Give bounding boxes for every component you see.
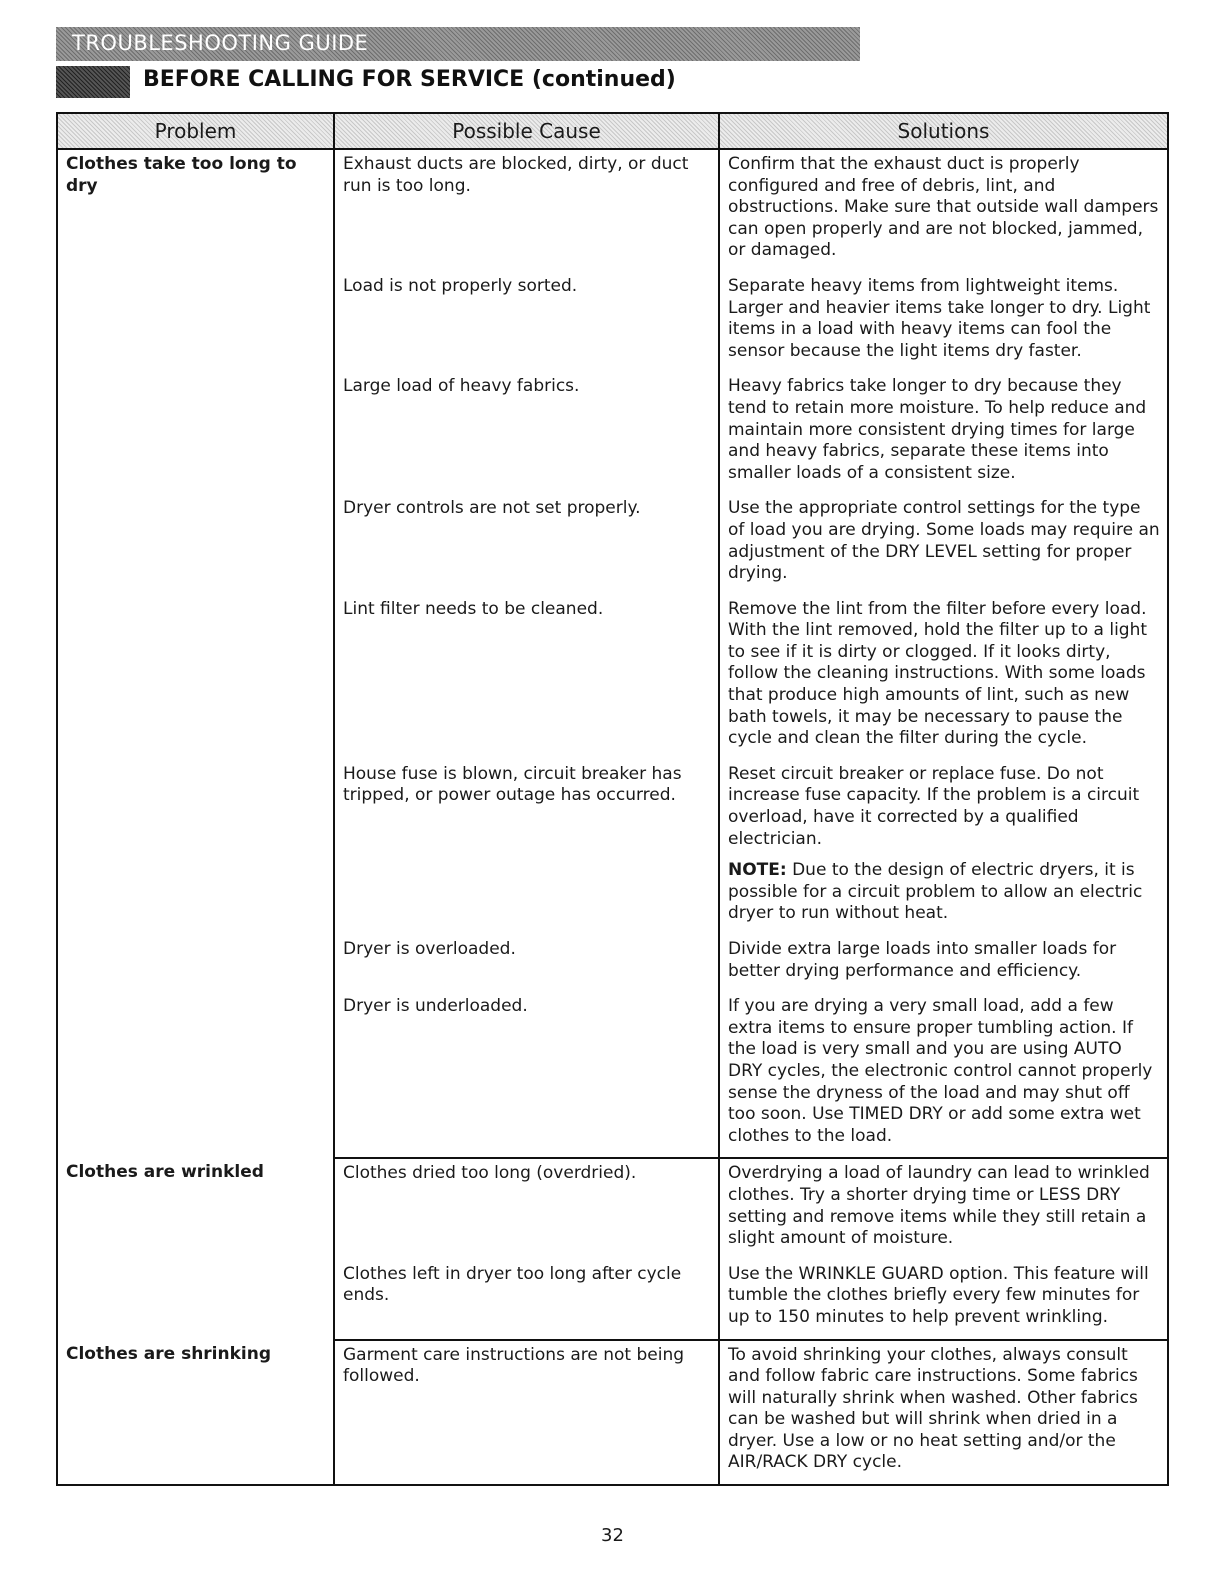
solution-cell [719,935,1168,992]
cause-cell [334,272,719,372]
cause-text: Dryer is overloaded. [343,939,516,959]
solution-text: Divide extra large loads into smaller loads for better drying performance and efficiency. [728,939,1117,981]
cause-cell [334,595,719,760]
solution-cell [719,992,1168,1158]
cause-text: Exhaust ducts are blocked, dirty, or duct run is too long. [343,154,689,196]
table-body [57,149,1168,1485]
cause-text: House fuse is blown, circuit breaker has tripped, or power outage has occurred. [343,763,682,806]
cause-cell [334,992,719,1158]
table-row [57,1158,1168,1259]
column-header-solutions: Solutions [719,113,1168,149]
cause-cell [334,760,719,935]
problem-cell: Clothes are wrinkled [57,1158,334,1339]
troubleshooting-table [56,112,1169,1486]
table-header-row [57,113,1168,149]
cause-cell [334,372,719,494]
solution-cell [719,760,1168,935]
solution-cell [719,1260,1168,1340]
solution-cell [719,494,1168,594]
column-header-problem: Problem [57,113,334,149]
solution-text: Remove the lint from the filter before every load. With the lint removed, hold the filter up to a light to see if it is dirty or clogged. If it looks dirty, follow the cleaning instructions. With some loads that produce high amounts of lint, such as new bath towels, it may be necessary to pause the cycle and clean the filter during the cycle. [728,598,1148,749]
page-number: 32 [601,1525,624,1546]
cause-text: Dryer controls are not set properly. [343,498,641,519]
note-label: NOTE: [728,860,787,881]
cause-cell [334,935,719,992]
solution-text: If you are drying a very small load, add a few extra items to ensure proper tumbling action. If the load is very small and you are using AUTO DRY cycles, the electronic control cannot properly sense the dryness of the load and may shut off too soon. Use TIMED DRY or add some extra wet clothes to the load. [728,996,1153,1146]
cause-cell [334,494,719,594]
cause-text: Dryer is underloaded. [343,996,528,1017]
cause-text: Lint filter needs to be cleaned. [343,598,604,619]
cause-cell [334,149,719,272]
cause-text: Garment care instructions are not being followed. [343,1344,685,1387]
solution-text: Confirm that the exhaust duct is properly configured and free of debris, lint, and obstructions. Make sure that outside wall dampers can open properly and are not blocked, jammed, or damaged. [728,154,1159,261]
solution-cell [719,149,1168,272]
solution-cell [719,272,1168,372]
solution-text: Heavy fabrics take longer to dry because they tend to retain more moisture. To help reduce and maintain more consistent drying times for large and heavy fabrics, separate these items into smaller loads of a consistent size. [728,376,1147,483]
problem-cell: Clothes take too long to dry [57,149,334,1158]
section-marker [56,66,130,98]
problem-cell: Clothes are shrinking [57,1340,334,1486]
cause-cell [334,1260,719,1340]
section-banner [56,27,860,61]
solution-note [728,860,1161,925]
page-title: BEFORE CALLING FOR SERVICE (continued) [143,67,676,92]
cause-cell [334,1340,719,1486]
note-text: Due to the design of electric dryers, it is possible for a circuit problem to allow an electric dryer to run without heat. [728,860,1143,924]
solution-text: To avoid shrinking your clothes, always consult and follow fabric care instructions. Some fabrics will naturally shrink when washed. Other fabrics can be washed but will shrink when dried in a dryer. Use a low or no heat setting and/or the AIR/RACK DRY cycle. [728,1344,1138,1473]
solution-cell [719,595,1168,760]
cause-text: Clothes dried too long (overdried). [343,1163,637,1184]
cause-text: Clothes left in dryer too long after cycle ends. [343,1263,682,1306]
solution-text: Overdrying a load of laundry can lead to wrinkled clothes. Try a shorter drying time or LESS DRY setting and remove items while they still retain a slight amount of moisture. [728,1163,1150,1249]
solution-cell [719,372,1168,494]
cause-text: Load is not properly sorted. [343,275,578,296]
cause-text: Large load of heavy fabrics. [343,376,580,397]
solution-text: Separate heavy items from lightweight items. Larger and heavier items take longer to dry. Light items in a load with heavy items can fool the sensor because the light items dry faster. [728,275,1151,361]
cause-cell [334,1158,719,1259]
solution-cell [719,1340,1168,1486]
table-row [57,149,1168,272]
banner-title: TROUBLESHOOTING GUIDE [72,31,369,55]
solution-cell [719,1158,1168,1259]
table-row [57,1340,1168,1486]
solution-text: Use the appropriate control settings for the type of load you are drying. Some loads may require an adjustment of the DRY LEVEL setting for proper drying. [728,498,1160,584]
solution-text: Use the WRINKLE GUARD option. This feature will tumble the clothes briefly every few minutes for up to 150 minutes to help prevent wrinkling. [728,1263,1149,1327]
solution-text: Reset circuit breaker or replace fuse. Do not increase fuse capacity. If the problem is a circuit overload, have it corrected by a qualified electrician. [728,763,1140,849]
column-header-cause: Possible Cause [334,113,719,149]
